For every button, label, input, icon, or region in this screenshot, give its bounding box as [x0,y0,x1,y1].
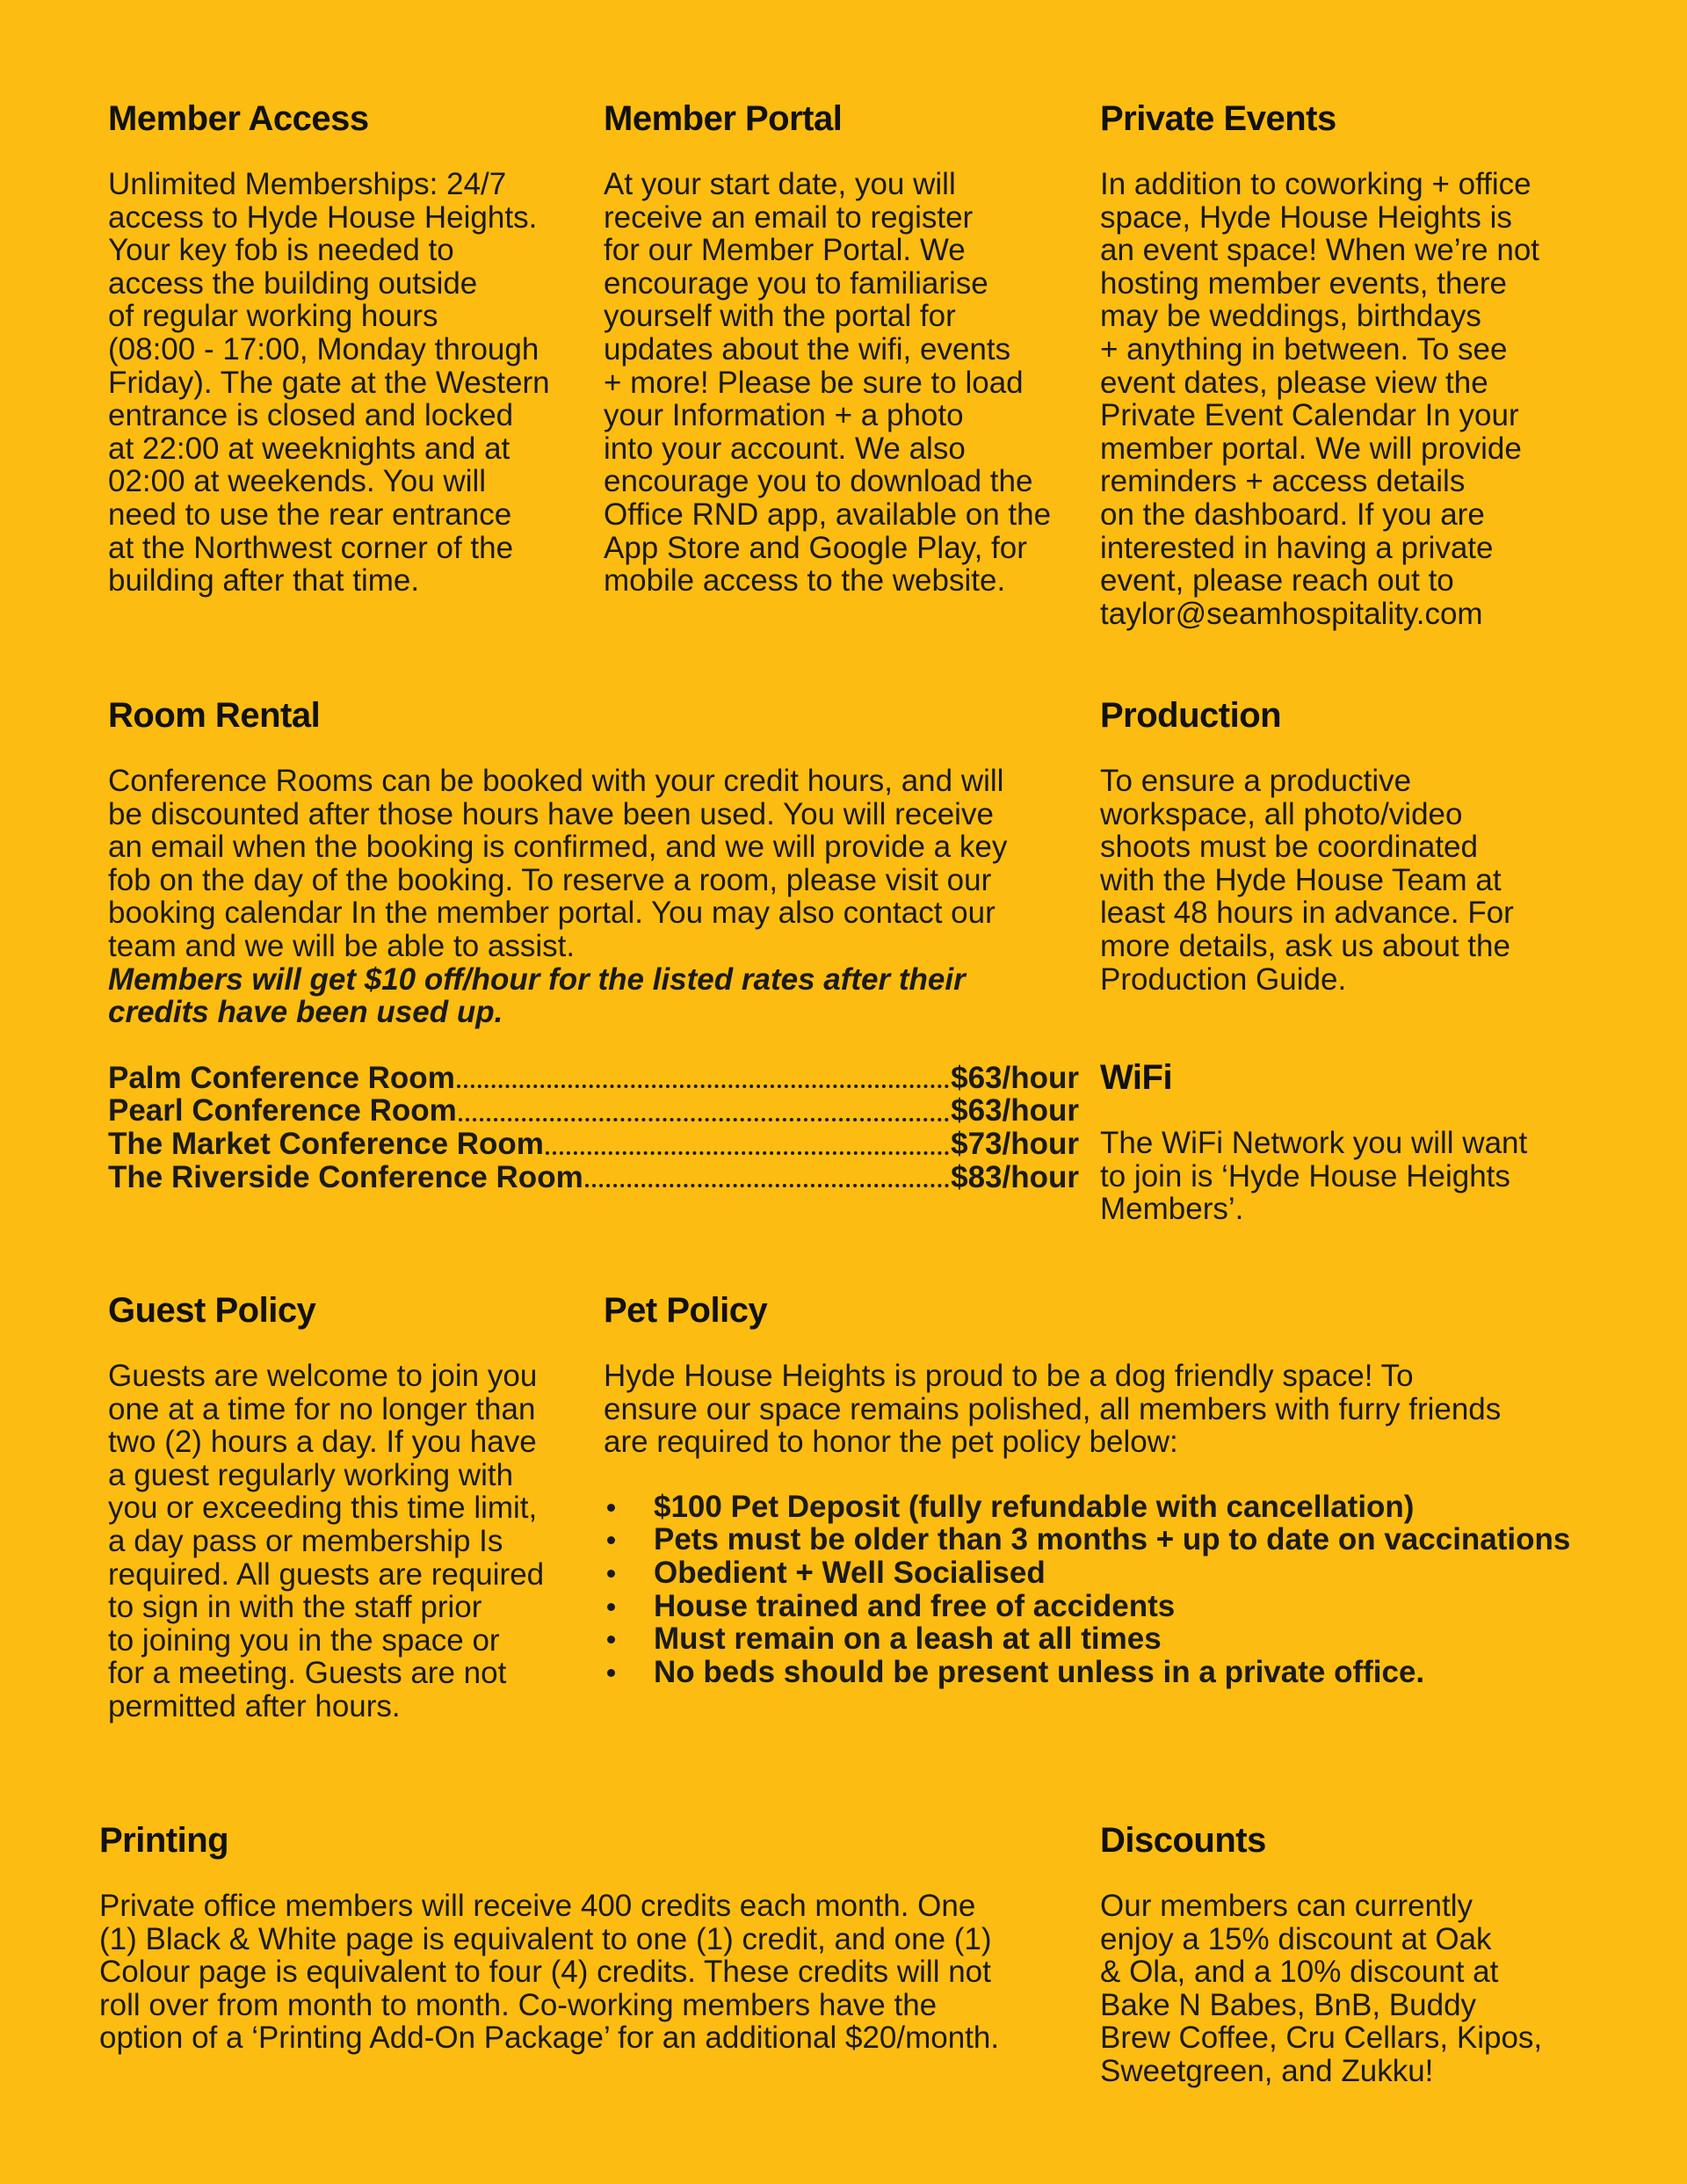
wifi-section [1100,1056,1627,1226]
member-portal-title: Member Portal [604,99,843,138]
production-title: Production [1100,696,1282,735]
production-section [1100,694,1627,996]
member-access-section [108,98,591,598]
list-item: Pets must be older than 3 months + up to date on vaccinations [604,1523,1658,1556]
pet-policy-rules [604,1491,1658,1689]
guest-policy-title: Guest Policy [108,1291,316,1330]
member-portal-section [604,98,1096,598]
room-rental-body: Conference Rooms can be booked with your credit hours, and will be discounted after those hours have been used. You will receive an email when the booking is confirmed, and we will provide a key fob on the day of the booking. To reserve a room, please visit our booking calendar In the member portal. You may also contact our team and we will be able to assist. [108,764,1008,963]
room-rate-row [108,1062,1079,1095]
room-price: $63/hour [951,1060,1079,1095]
room-rental-section [108,694,1079,1194]
member-access-title: Member Access [108,99,369,138]
bullet-icon [607,1570,615,1578]
bullet-icon [607,1636,615,1643]
wifi-title: WiFi [1100,1058,1173,1097]
private-events-title: Private Events [1100,99,1336,138]
room-price: $73/hour [951,1126,1079,1161]
list-item: No beds should be present unless in a private office. [604,1656,1658,1689]
pet-policy-body: Hyde House Heights is proud to be a dog friendly space! To ensure our space remains polished, all members with furry friends are required to honor the pet policy below: [604,1359,1502,1460]
pet-policy-section [604,1289,1658,1688]
private-events-section [1100,98,1627,630]
list-item: House trained and free of accidents [604,1590,1658,1623]
room-price: $83/hour [951,1159,1079,1194]
member-portal-body: At your start date, you will receive an email to register for our Member Portal. We encourage you to familiarise yourself with the portal for updates about the wifi, events + more! Please be sure to load your Information + a photo into your account. We also encourage you to download the Office RND app, available on the App Store and Google Play, for mobile access to the website. [604,167,1052,599]
bullet-icon [607,1669,615,1677]
discounts-title: Discounts [1100,1821,1266,1860]
bullet-icon [607,1603,615,1611]
private-events-body: In addition to coworking + office space, Hyde House Heights is an event space! When we’re not hosting member events, there may be weddings, birthdays + anything in between. To see event dates, please view the Private Event Calendar In your member portal. We will provide reminders + access details on the dashboard. If you are interested in having a private event, please reach out to taylor@seamhospitality.com [1100,167,1540,631]
printing-title: Printing [99,1821,229,1860]
printing-section [99,1819,1088,2055]
guest-policy-body: Guests are welcome to join you one at a time for no longer than two (2) hours a day. If you have a guest regularly working with you or exceeding this time limit, a day pass or membership Is required. All guests are required to sign in with the staff prior to joining you in the space or for a meeting. Guests are not permitted after hours. [108,1359,545,1723]
member-access-body: Unlimited Memberships: 24/7 access to Hyde House Heights. Your key fob is needed to access the building outside of regular working hours (08:00 - 17:00, Monday through Friday). The gate at the Western entrance is closed and locked at 22:00 at weeknights and at 02:00 at weekends. You will need to use the rear entrance at the Northwest corner of the building after that time. [108,167,550,599]
dot-leader [585,1184,949,1187]
pet-policy-title: Pet Policy [604,1291,768,1330]
room-name: Palm Conference Room [108,1060,455,1095]
room-name: The Riverside Conference Room [108,1159,583,1194]
discounts-body: Our members can currently enjoy a 15% discount at Oak & Ola, and a 10% discount at Bake N Babes, BnB, Buddy Brew Coffee, Cru Cellars, Kipos, Sweetgreen, and Zukku! [1100,1889,1543,2088]
dot-leader [546,1151,949,1155]
room-name: The Market Conference Room [108,1126,544,1161]
dot-leader [459,1118,949,1121]
discounts-section [1100,1819,1645,2088]
guest-policy-section [108,1289,600,1723]
room-rate-row [108,1128,1079,1161]
list-item: Must remain on a leash at all times [604,1622,1658,1656]
room-rate-row [108,1161,1079,1194]
bullet-icon [607,1536,615,1544]
room-name: Pearl Conference Room [108,1093,457,1128]
list-item: $100 Pet Deposit (fully refundable with cancellation) [604,1491,1658,1524]
printing-body: Private office members will receive 400 credits each month. One (1) Black & White page is equivalent to one (1) credit, and one (1) Colour page is equivalent to four (4) credits. These credits will not roll over from month to month. Co-working members have the option of a ‘Printing Add-On Package’ for an additional $20/month. [99,1889,1000,2056]
room-rental-discount-note: Members will get $10 off/hour for the listed rates after their credits have been used up. [108,961,966,1030]
list-item: Obedient + Well Socialised [604,1556,1658,1590]
production-body: To ensure a productive workspace, all photo/video shoots must be coordinated with the Hyde House Team at least 48 hours in advance. For more details, ask us about the Production Guide. [1100,764,1514,997]
room-rate-row [108,1094,1079,1128]
room-price: $63/hour [951,1093,1079,1128]
room-rate-list [108,1062,1079,1194]
bullet-icon [607,1504,615,1512]
room-rental-title: Room Rental [108,696,321,735]
wifi-body: The WiFi Network you will want to join is ‘Hyde House Heights Members’. [1100,1126,1528,1227]
dot-leader [457,1085,949,1088]
